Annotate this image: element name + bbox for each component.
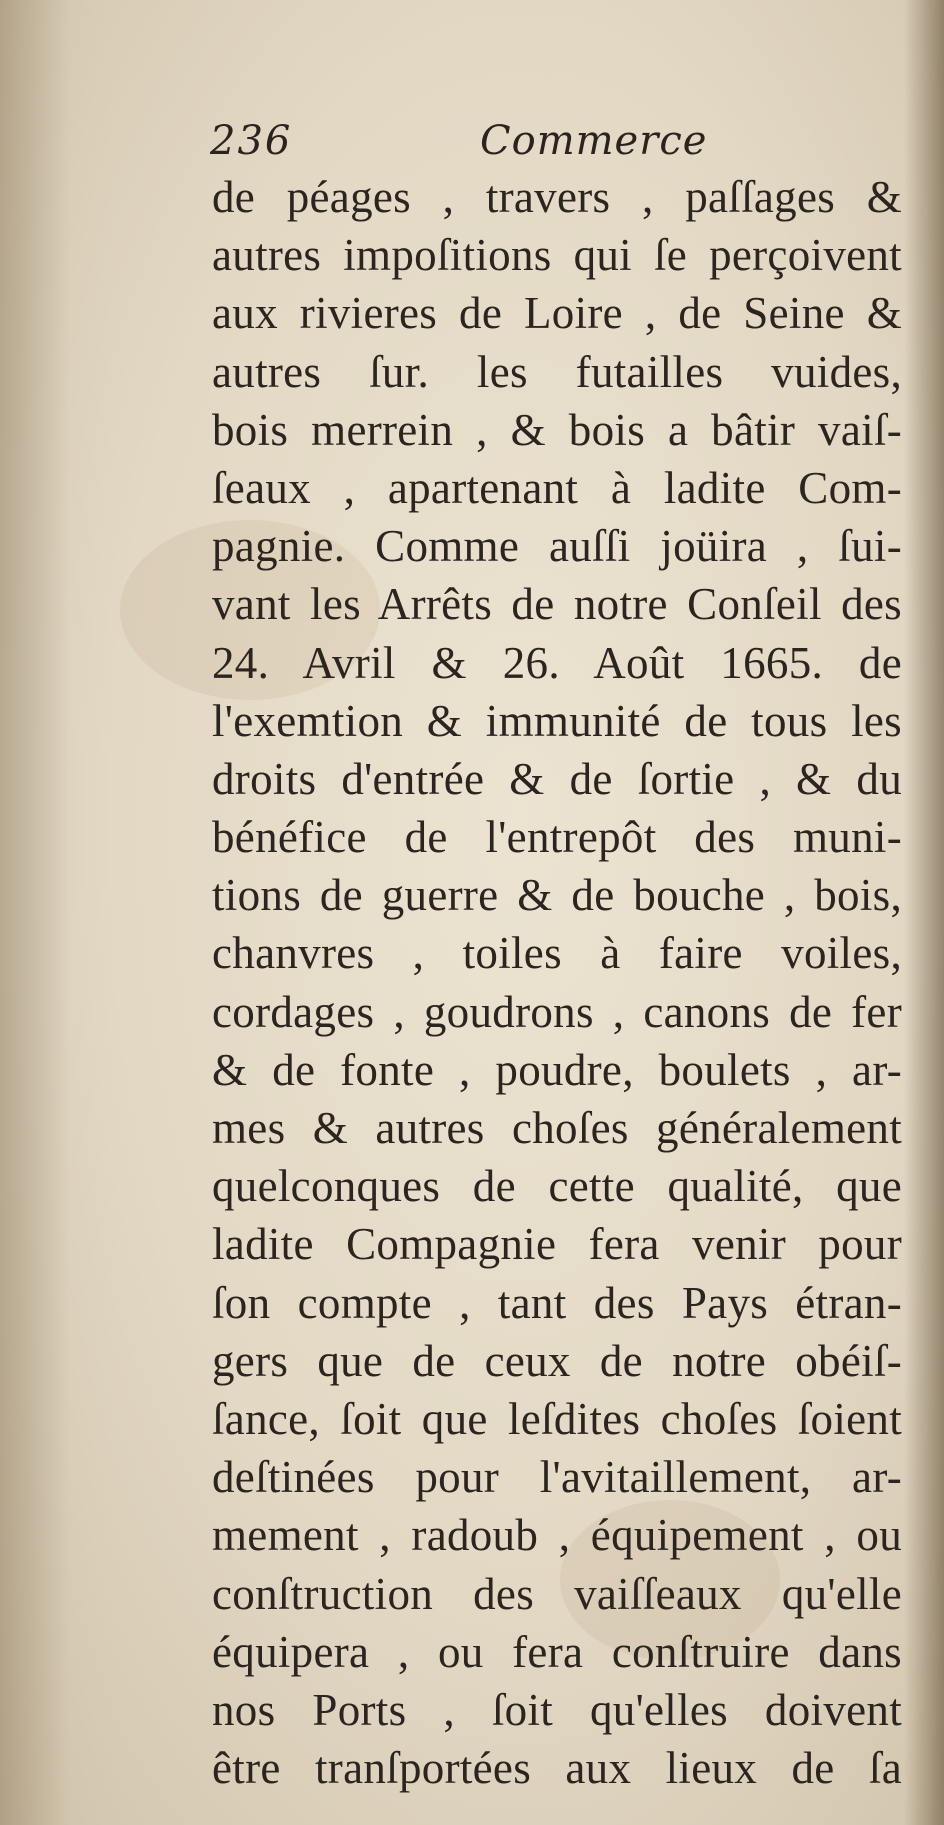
text-line: cordages , goudrons , canons de fer: [212, 986, 902, 1037]
text-line: mes & autres choſes généralement: [212, 1103, 902, 1153]
text-line: vant les Arrêts de notre Conſeil des: [212, 579, 902, 630]
spine-shadow: [0, 0, 70, 1825]
body-text: [212, 168, 902, 1797]
text-line: autres impoſitions qui ſe perçoivent: [212, 230, 902, 281]
text-line: de péages , travers , paſſages &: [212, 172, 902, 222]
text-line: équipera , ou fera conſtruire dans: [212, 1626, 902, 1677]
text-line: chanvres , toiles à faire voiles,: [212, 928, 902, 979]
running-head: Commerce: [480, 118, 708, 164]
text-line: droits d'entrée & de ſortie , & du: [212, 753, 902, 804]
text-line: l'exemtion & immunité de tous les: [212, 695, 902, 746]
text-line: pagnie. Comme auſſi joüira , ſui-: [212, 521, 902, 572]
text-line: ſon compte , tant des Pays étran-: [212, 1277, 902, 1328]
text-line: gers que de ceux de notre obéiſ-: [212, 1335, 902, 1386]
text-line: ſance, ſoit que leſdites choſes ſoient: [212, 1393, 902, 1444]
text-line: & de fonte , poudre, boulets , ar-: [212, 1044, 902, 1095]
text-line: nos Ports , ſoit qu'elles doivent: [212, 1684, 902, 1735]
text-line: mement , radoub , équipement , ou: [212, 1510, 902, 1561]
page-number: 236: [210, 118, 293, 164]
text-line: ladite Compagnie fera venir pour: [212, 1219, 902, 1270]
text-line: conſtruction des vaiſſeaux qu'elle: [212, 1568, 902, 1619]
text-line: deſtinées pour l'avitaillement, ar-: [212, 1452, 902, 1503]
page-edge-shadow: [904, 0, 944, 1825]
text-line: 24. Avril & 26. Août 1665. de: [212, 637, 902, 688]
text-line: bois merrein , & bois a bâtir vaiſ-: [212, 404, 902, 455]
text-line: ſeaux , apartenant à ladite Com-: [212, 462, 902, 513]
text-line: être tranſportées aux lieux de ſa: [212, 1743, 902, 1794]
text-line: tions de guerre & de bouche , bois,: [212, 870, 902, 921]
text-line: bénéfice de l'entrepôt des muni-: [212, 812, 902, 863]
text-line: autres ſur. les futailles vuides,: [212, 346, 902, 397]
text-line: aux rivieres de Loire , de Seine &: [212, 288, 902, 339]
text-line: quelconques de cette qualité, que: [212, 1161, 902, 1212]
